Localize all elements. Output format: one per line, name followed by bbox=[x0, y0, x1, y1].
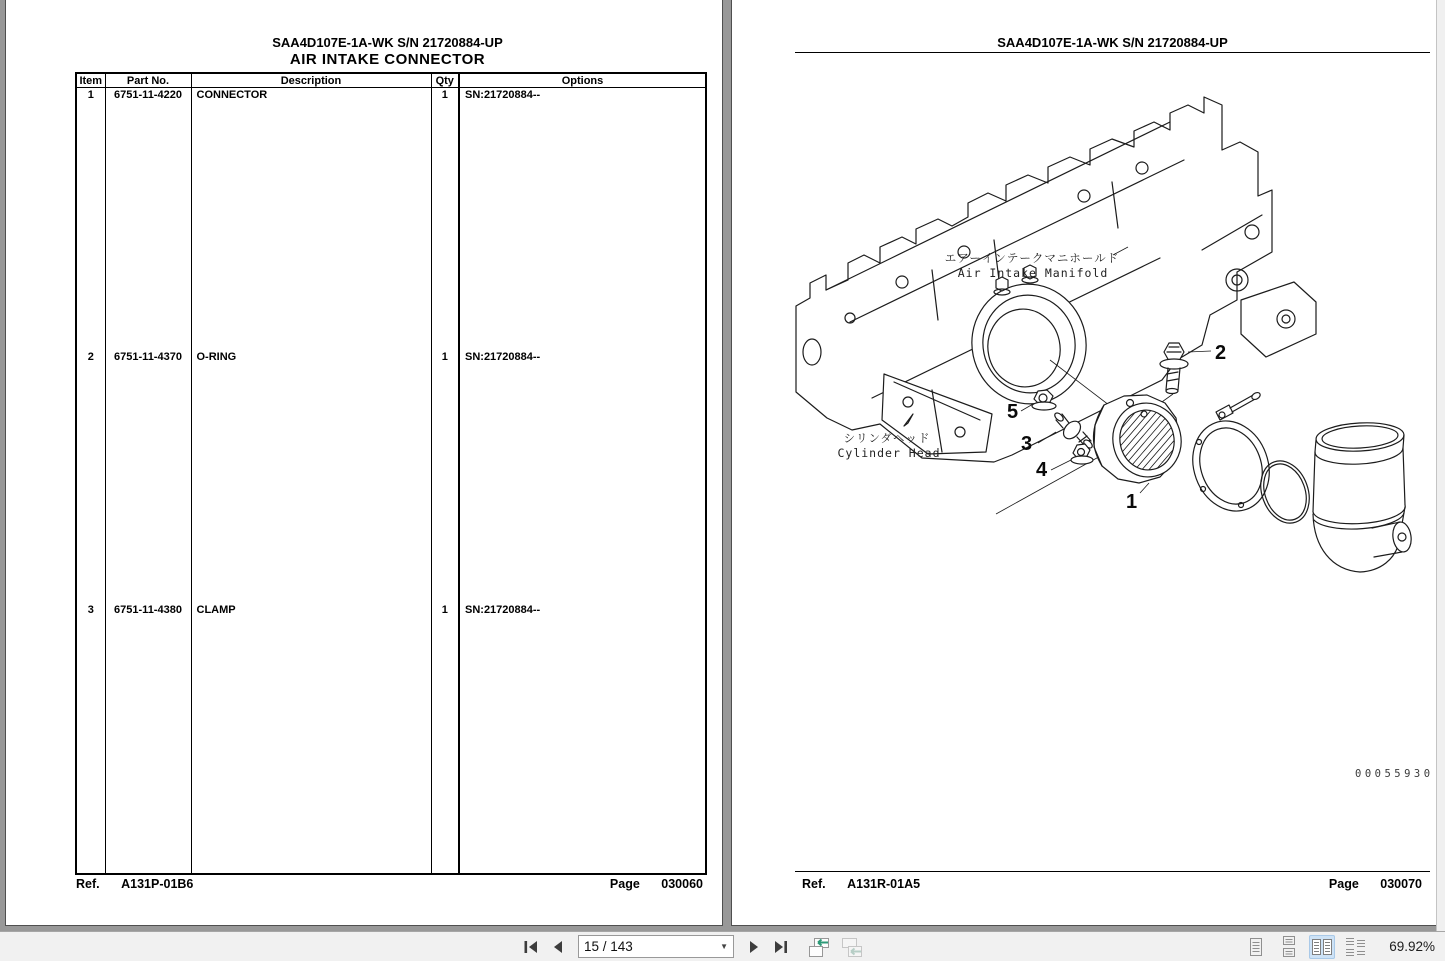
cell-description: CONNECTOR bbox=[191, 88, 431, 350]
cell-options: SN:21720884-- bbox=[459, 88, 706, 350]
next-page-button[interactable] bbox=[743, 935, 765, 959]
cell-options: SN:21720884-- bbox=[459, 350, 706, 603]
table-row bbox=[76, 350, 706, 603]
col-header-description: Description bbox=[191, 73, 431, 88]
col-header-qty: Qty bbox=[431, 73, 459, 88]
layout-single-page-button[interactable] bbox=[1243, 935, 1269, 959]
ref-value: A131R-01A5 bbox=[847, 877, 921, 891]
col-header-item: Item bbox=[76, 73, 105, 88]
next-view-button[interactable] bbox=[838, 935, 866, 959]
callout-1: 1 bbox=[1126, 491, 1138, 513]
cylinder-label-jp: シリンダヘッド bbox=[843, 431, 931, 445]
document-page-left bbox=[5, 0, 723, 926]
previous-view-icon bbox=[806, 935, 832, 959]
layout-two-page-continuous-button[interactable] bbox=[1342, 935, 1368, 959]
first-page-button[interactable] bbox=[520, 935, 542, 959]
parts-table-wrap bbox=[75, 72, 705, 875]
two-page-continuous-icon bbox=[1342, 935, 1368, 959]
page-number-input[interactable] bbox=[584, 939, 716, 954]
callout-5: 5 bbox=[1007, 401, 1019, 423]
page-label: Page bbox=[1328, 877, 1359, 891]
callout-3: 3 bbox=[1021, 433, 1033, 455]
manifold-label-jp: エアーインテークマニホールド bbox=[944, 251, 1120, 265]
ref-value: A131P-01B6 bbox=[121, 877, 194, 891]
vertical-scrollbar[interactable] bbox=[1436, 0, 1445, 932]
last-page-icon bbox=[770, 936, 792, 958]
cell-options: SN:21720884-- bbox=[459, 603, 706, 856]
zoom-level-indicator[interactable]: 69.92% bbox=[1389, 939, 1435, 954]
cell-item: 1 bbox=[87, 89, 94, 101]
page-label: Page bbox=[609, 877, 640, 891]
cell-qty: 1 bbox=[431, 603, 459, 856]
document-page-right bbox=[731, 0, 1437, 926]
manifold-label-en: Air Intake Manifold bbox=[957, 266, 1109, 280]
cell-item: 3 bbox=[87, 603, 94, 616]
page-title: SAA4D107E-1A-WK S/N 21720884-UP bbox=[272, 35, 503, 50]
continuous-view-icon bbox=[1276, 935, 1302, 959]
nut-part-4 bbox=[1051, 444, 1093, 470]
callout-4: 4 bbox=[1036, 459, 1048, 481]
page-footer-left bbox=[76, 877, 703, 891]
cell-part-no: 6751-11-4220 bbox=[105, 88, 191, 350]
table-header-row bbox=[76, 73, 706, 88]
layout-continuous-button[interactable] bbox=[1276, 935, 1302, 959]
page-footer-right bbox=[802, 877, 1422, 891]
single-page-icon bbox=[1243, 935, 1269, 959]
table-filler-row bbox=[76, 856, 706, 874]
drawing-number: 00055930 bbox=[1355, 768, 1434, 780]
table-row bbox=[76, 88, 706, 350]
section-heading: AIR INTAKE CONNECTOR bbox=[289, 51, 486, 68]
first-page-icon bbox=[520, 936, 542, 958]
col-header-options: Options bbox=[459, 73, 706, 88]
col-header-part-no: Part No. bbox=[105, 73, 191, 88]
previous-page-button[interactable] bbox=[547, 935, 569, 959]
layout-zoom-cluster bbox=[1243, 932, 1435, 961]
page-nav-cluster bbox=[520, 932, 866, 961]
ref-label: Ref. bbox=[76, 877, 100, 891]
callout-2: 2 bbox=[1215, 342, 1227, 364]
cylinder-label-en: Cylinder Head bbox=[837, 446, 941, 460]
intake-tube-part bbox=[1313, 421, 1413, 572]
page-value: 030070 bbox=[1380, 877, 1422, 891]
bottom-toolbar bbox=[0, 931, 1445, 961]
two-page-view-icon bbox=[1309, 935, 1335, 959]
last-page-button[interactable] bbox=[770, 935, 792, 959]
exploded-parts-diagram bbox=[732, 0, 1438, 927]
cell-part-no: 6751-11-4370 bbox=[105, 350, 191, 603]
cell-description: CLAMP bbox=[191, 603, 431, 856]
cell-description: O-RING bbox=[191, 350, 431, 603]
cell-part-no: 6751-11-4380 bbox=[105, 603, 191, 856]
clamp-part bbox=[1180, 391, 1281, 522]
table-row bbox=[76, 603, 706, 856]
cell-qty: 1 bbox=[431, 88, 459, 350]
layout-two-page-button[interactable] bbox=[1309, 935, 1335, 959]
previous-page-icon bbox=[547, 936, 569, 958]
page-value: 030060 bbox=[661, 877, 703, 891]
previous-view-button[interactable] bbox=[805, 935, 833, 959]
combobox-caret-icon[interactable]: ▼ bbox=[720, 942, 728, 951]
next-view-icon bbox=[839, 935, 865, 959]
cell-item: 2 bbox=[87, 350, 94, 363]
parts-table bbox=[75, 72, 707, 875]
cell-qty: 1 bbox=[431, 350, 459, 603]
page-title: SAA4D107E-1A-WK S/N 21720884-UP bbox=[997, 35, 1228, 50]
page-number-combobox[interactable] bbox=[578, 935, 734, 958]
ref-label: Ref. bbox=[802, 877, 826, 891]
next-page-icon bbox=[743, 936, 765, 958]
